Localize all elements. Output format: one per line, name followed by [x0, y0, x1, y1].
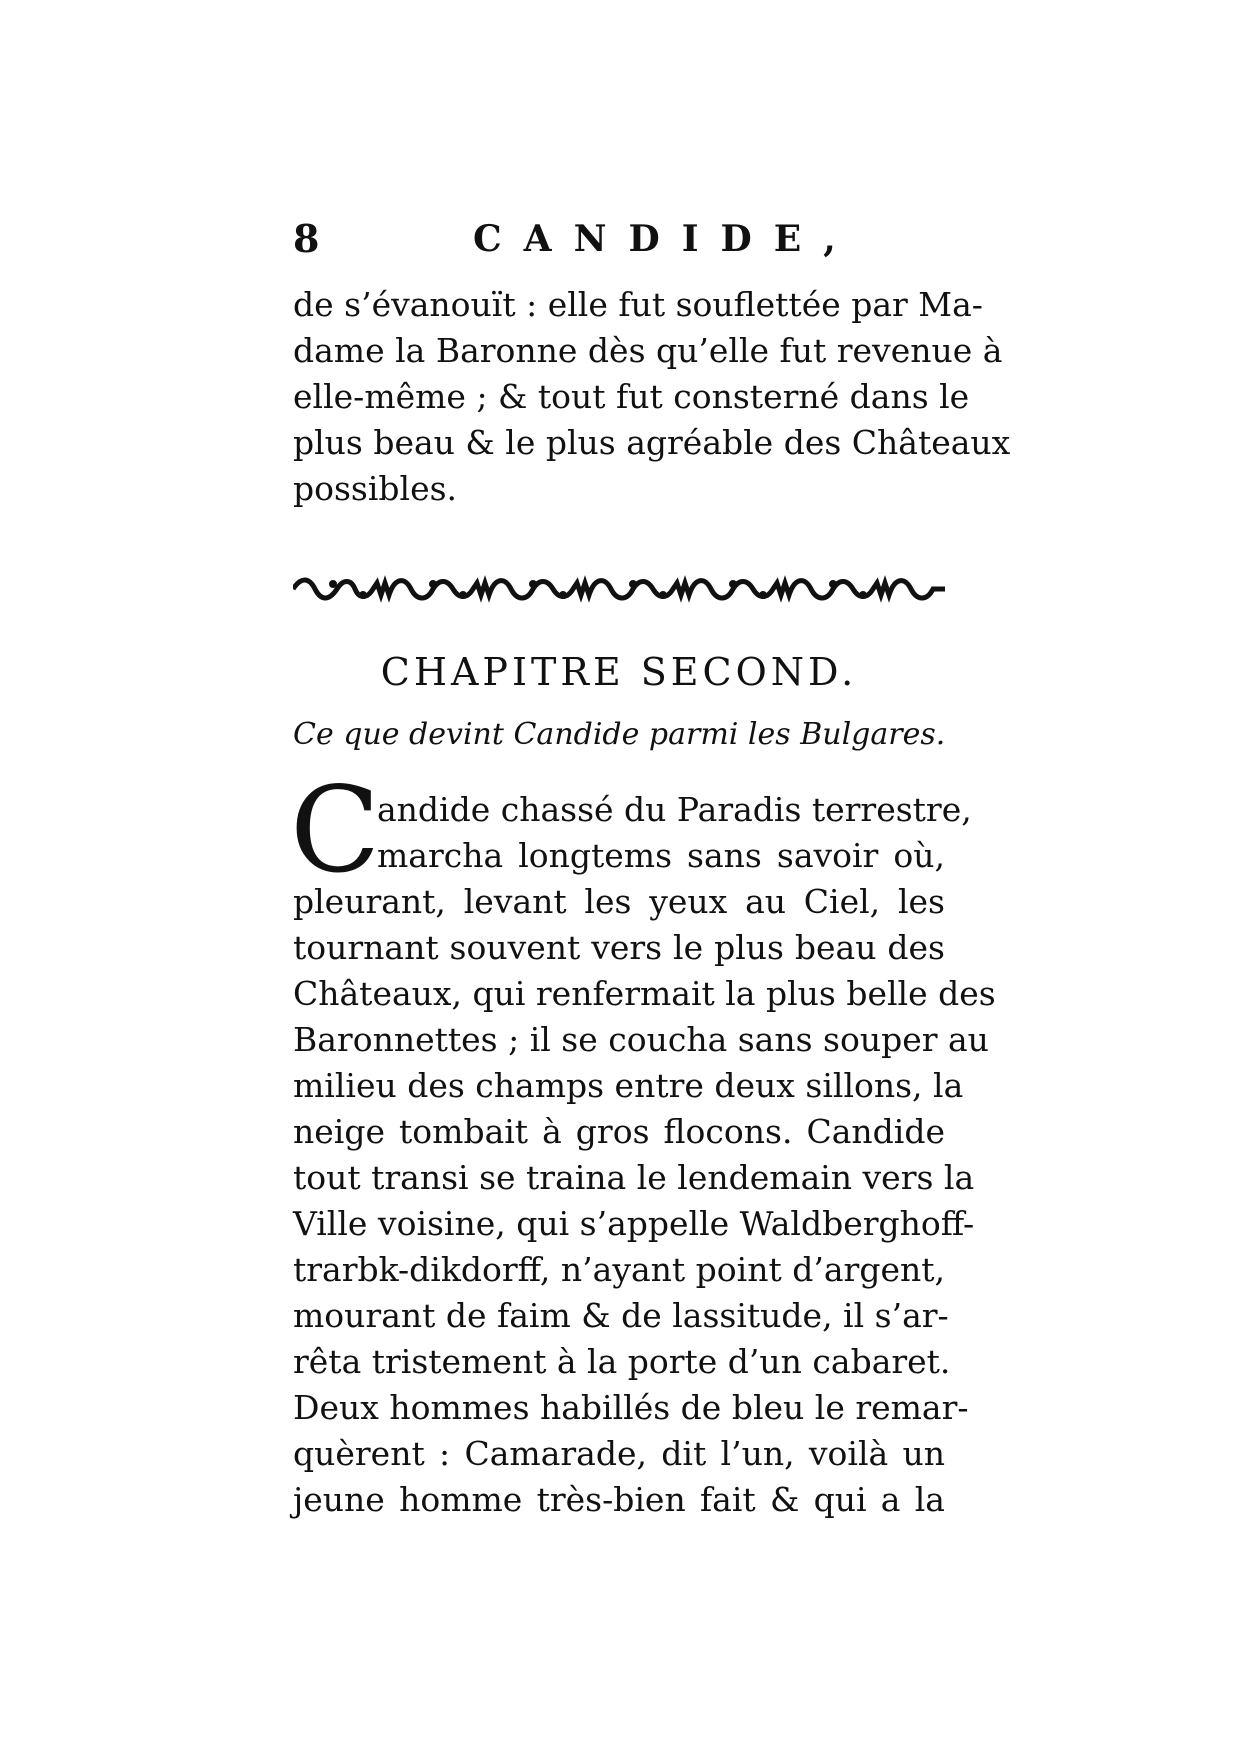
text-line: andide chassé du Paradis terrestre, — [377, 790, 972, 829]
text-line: dame la Baronne dès qu’elle fut revenue à — [293, 331, 1003, 370]
text-line: marcha longtems sans savoir où, — [377, 836, 945, 875]
text-line: elle-même ; & tout fut consterné dans le — [293, 377, 970, 416]
text-line: de s’évanouït : elle fut souflettée par Ma- — [293, 285, 983, 324]
text-line: Ville voisine, qui s’appelle Waldberghoff- — [293, 1204, 975, 1243]
text-line: plus beau & le plus agréable des Châteaux — [293, 423, 1011, 462]
text-line: Deux hommes habillés de bleu le remar- — [293, 1388, 969, 1427]
text-line: milieu des champs entre deux sillons, la — [293, 1066, 964, 1105]
text-line: jeune homme très-bien fait & qui a la — [293, 1480, 945, 1519]
text-line: tout transi se traina le lendemain vers la — [293, 1158, 975, 1197]
text-line: Châteaux, qui renfermait la plus belle des — [293, 974, 996, 1013]
text-line: Baronnettes ; il se coucha sans souper au — [293, 1020, 989, 1059]
drop-cap: C — [290, 761, 381, 899]
top-paragraph — [293, 282, 1011, 512]
chapter-paragraph — [293, 787, 996, 1523]
text-line: mourant de faim & de lassitude, il s’ar- — [293, 1296, 949, 1335]
decorative-ornament-band — [293, 575, 945, 603]
text-line: trarbk-dikdorff, n’ayant point d’argent, — [293, 1250, 945, 1289]
text-line: possibles. — [293, 469, 458, 508]
text-line: quèrent : Camarade, dit l’un, voilà un — [293, 1434, 945, 1473]
chapter-subtitle: Ce que devint Candide parmi les Bulgares. — [293, 717, 946, 752]
running-title: CANDIDE, — [473, 218, 858, 260]
text-line: neige tombait à gros flocons. Candide — [293, 1112, 945, 1151]
running-head — [293, 214, 953, 264]
text-line: rêta tristement à la porte d’un cabaret. — [293, 1342, 951, 1381]
page-number: 8 — [293, 216, 320, 261]
text-line: tournant souvent vers le plus beau des — [293, 928, 945, 967]
chapter-heading: CHAPITRE SECOND. — [380, 650, 858, 694]
text-line: pleurant, levant les yeux au Ciel, les — [293, 882, 945, 921]
ornament-icon — [293, 575, 945, 603]
